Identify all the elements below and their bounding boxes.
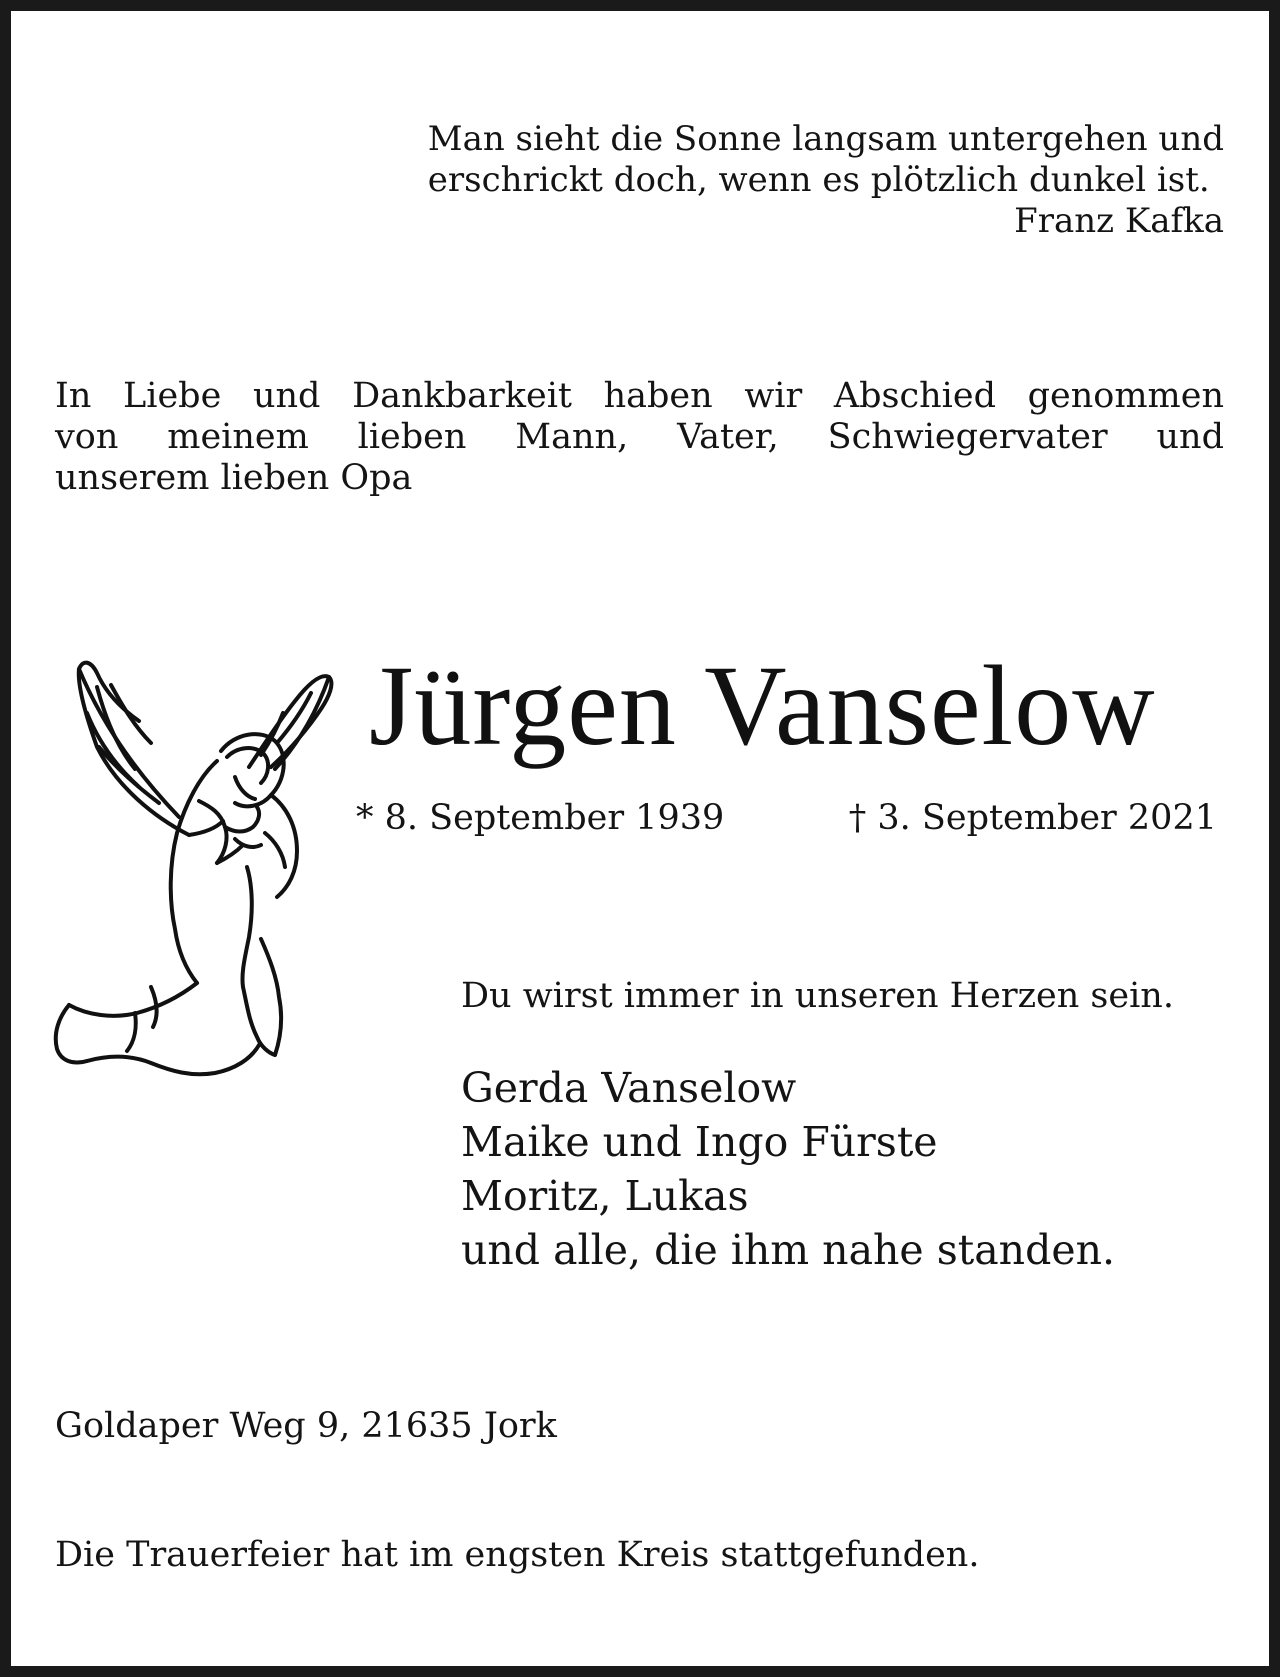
death-date: † 3. September 2021	[848, 798, 1217, 838]
intro-line: unserem lieben Opa	[55, 458, 413, 498]
motto-text: Du wirst immer in unseren Herzen sein.	[461, 976, 1174, 1016]
birth-date: * 8. September 1939	[356, 798, 725, 838]
intro-line: In Liebe und Dankbarkeit haben wir Abschied genommen	[55, 376, 1224, 416]
angel-icon	[39, 657, 349, 1107]
quote-line: Man sieht die Sonne langsam untergehen und	[427, 119, 1224, 159]
deceased-name: Jürgen Vanselow	[369, 642, 1156, 769]
signer-line: Maike und Ingo Fürste	[461, 1118, 938, 1166]
signer-line: Moritz, Lukas	[461, 1172, 749, 1220]
signer-line: Gerda Vanselow	[461, 1064, 797, 1112]
funeral-note: Die Trauerfeier hat im engsten Kreis stattgefunden.	[55, 1535, 980, 1575]
signer-line: und alle, die ihm nahe standen.	[461, 1226, 1116, 1274]
intro-line: von meinem lieben Mann, Vater, Schwiegervater und	[55, 417, 1224, 457]
address-text: Goldaper Weg 9, 21635 Jork	[55, 1406, 557, 1446]
signers-list	[461, 1061, 1115, 1277]
quote-author: Franz Kafka	[1014, 201, 1224, 241]
kafka-quote	[428, 119, 1224, 242]
intro-text	[55, 376, 1224, 499]
quote-line: erschrickt doch, wenn es plötzlich dunkel ist.	[427, 160, 1210, 200]
